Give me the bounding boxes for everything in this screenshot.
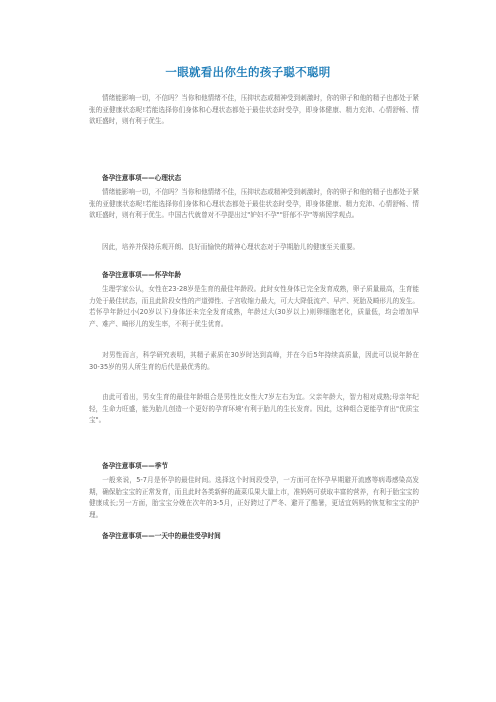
body-paragraph: 情绪能影响一切，不信吗？当你和他情绪不佳，压抑状态或精神受到刺激时，你的卵子和他的精子也都处于紧张的亚健康状态呢!若能选择你们身体和心理状态都处于最佳状态时受孕，即身体健康、精力充沛、心情舒畅、情欲旺盛时，则有利于优生。中国古代就曾对不孕提出过"妒妇不孕""肝郁不孕"等病因学观点。 bbox=[89, 188, 419, 220]
document-title: 一眼就看出你生的孩子聪不聪明 bbox=[165, 65, 331, 79]
body-paragraph: 由此可看出，男女生育的最佳年龄组合是男性比女性大7岁左右为宜。父亲年龄大，智力相对成熟;母亲年纪轻，生命力旺盛，能为胎儿创造一个更好的孕育环境'有利于胎儿的生长发育。因此，这种组合更能孕育出"优质宝宝"。 bbox=[89, 393, 419, 425]
section-heading: 备孕注意事项——季节 bbox=[102, 462, 168, 470]
body-paragraph: 生理学家公认，女性在23-28岁是生育的最佳年龄段。此时女性身体已完全发育成熟，卵子质量最高，生育能力处于最佳状态，而且此阶段女性的产道弹性、子宫收缩力最大，可大大降低流产、早产、死胎及畸形儿的发生。若怀孕年龄过小(20岁以下)身体还未完全发育成熟，年龄过大(30岁以上)则卵细胞老化，质量低，均会增加早产、难产、畸形儿的发生率，不利于优生优育。 bbox=[89, 285, 419, 328]
section-heading: 备孕注意事项——心理状态 bbox=[102, 174, 182, 182]
body-paragraph: 一般来说，5-7月是怀孕的最佳时间。选择这个时间段受孕，一方面可在怀孕早期避开流感等病毒感染高发期，确保胎宝宝的正常发育，而且此时各类新鲜的蔬菜瓜果大量上市，准妈妈可获取丰富的营养，有利于胎宝宝的健康成长;另一方面，胎宝宝分娩在次年的3-5月，正好跨过了严冬、避开了酷暑，更适宜妈妈的恢复和宝宝的护理。 bbox=[89, 476, 419, 519]
body-paragraph: 因此，培养并保持乐观开朗、良好而愉快的精神心理状态对于孕期胎儿的健康至关重要。 bbox=[102, 243, 360, 251]
intro-paragraph: 情绪能影响一切，不信吗？当你和他情绪不佳，压抑状态或精神受到刺激时，你的卵子和他的精子也都处于紧张的亚健康状态呢!若能选择你们身体和心理状态都处于最佳状态时受孕，即身体健康、精力充沛、心情舒畅、情欲旺盛时，则有利于优生。 bbox=[89, 94, 419, 126]
section-heading: 备孕注意事项——怀孕年龄 bbox=[102, 271, 182, 279]
body-paragraph: 对男性而言，科学研究表明，其精子素质在30岁时达到高峰，并在今后5年持续高质量，因此可以说年龄在30-35岁的男人所生育的后代是最优秀的。 bbox=[89, 351, 419, 371]
section-heading: 备孕注意事项——一天中的最佳受孕时间 bbox=[102, 532, 221, 540]
